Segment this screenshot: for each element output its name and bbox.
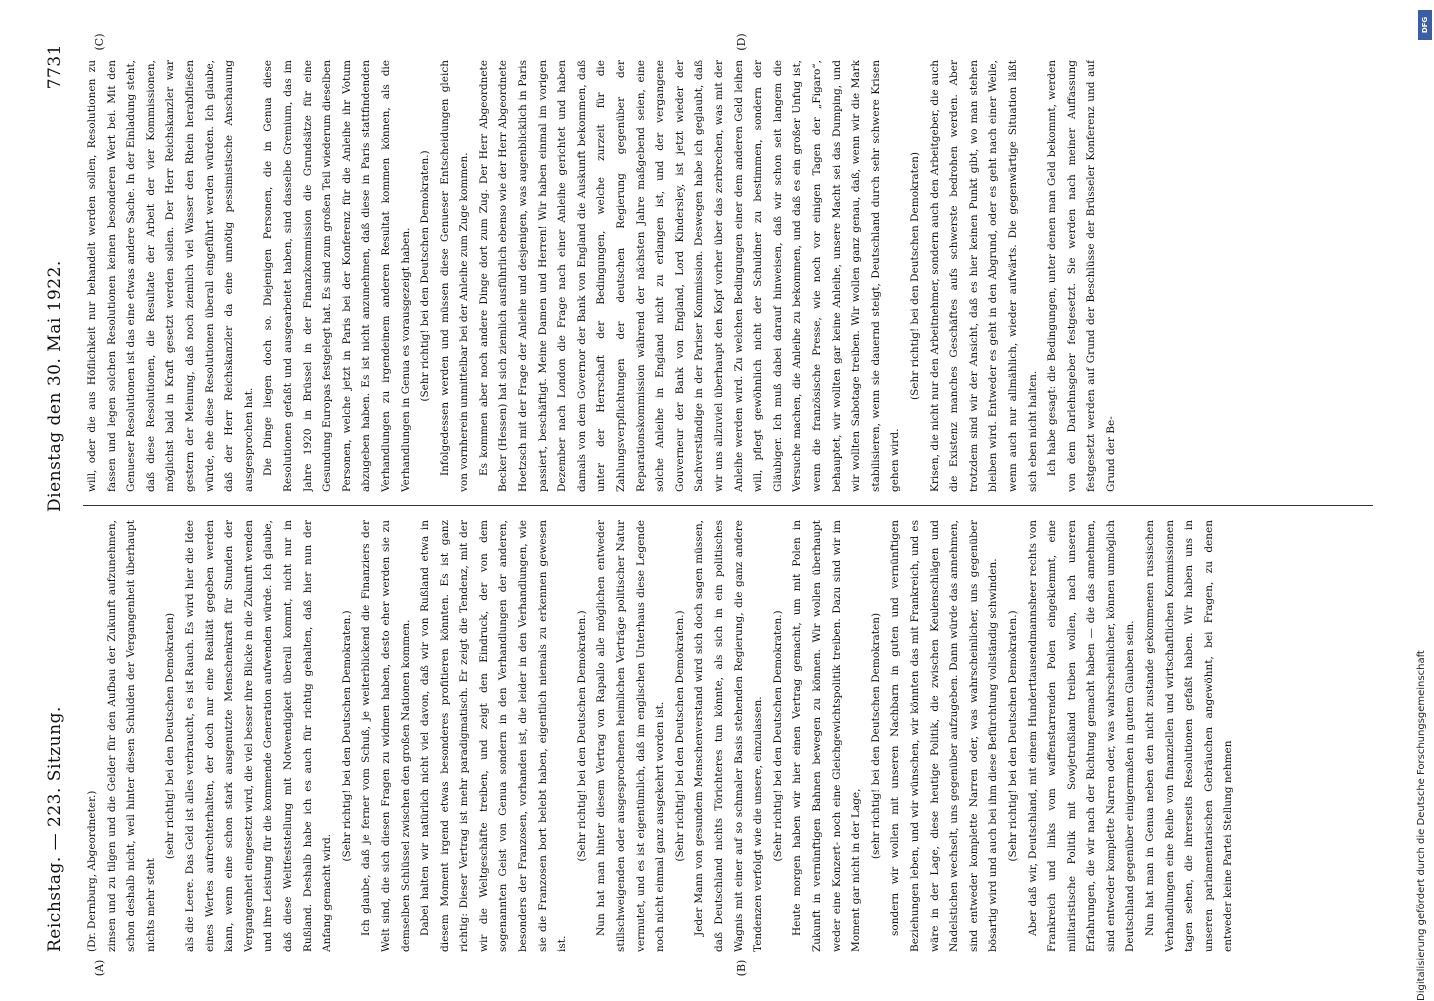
page-header — [35, 22, 73, 982]
paragraph: Es kommen aber noch andere Dinge dort zum Zug. Der Herr Abgeordnete Becker (Hessen) hat sich ziemlich ausführlich ebenso wie der Herr Abgeordnete Hoetzsch mit der Frage der Anleihe und desjenigen, was augenblicklich in Paris passiert, beschäftigt. Meine Damen und Herren! Wir haben einmal im vorigen Dezember nach London die Frage nach einer Anleihe gerichtet und haben damals von dem Governor der Bank von England die Auskunft bekommen, daß unter der Herrschaft der Bedingungen, welche zurzeit für die Zahlungsverpflichtungen der deutschen Regierung gegenüber der Reparationskommission während der nächsten Jahre maßgebend seien, eine solche Anleihe in England nicht zu erlangen ist, und der vergangene Gouverneur der Bank von England, Lord Kindersley, ist jetzt wieder der Sachverständige in der Pariser Kommission. Deswegen habe ich geglaubt, daß wir uns allzuviel überhaupt den Kopf vorher über das zerbrechen, was mit der Anleihe werden wird. Zu welchen Bedingungen einer dem anderen Geld leihen will, pflegt gewöhnlich nicht der Schuldner zu bestimmen, sondern der Gläubiger. Ich muß dabei darauf hinweisen, daß wir schon seit langem die Versuche machen, die Anleihe zu bekommen, und daß es ein großer Unfug ist, wenn die französische Presse, wie noch vor einigen Tagen der „Figaro“, behauptet, wir wollten gar keine Anleihe, unsere Macht sei das Dumping, und wir wollten Sabotage treiben. Wir wollen ganz genau, daß, wenn wir die Mark stabilisieren, wenn sie dauernd steigt, Deutschland durch sehr schwere Krisen gehen wird. — [477, 60, 902, 492]
paragraph: Nun hat man in Genua neben den nicht zustande gekommenen russischen Verhandlungen eine Reihe von finanziellen und wirtschaftlichen Kommissionen tagen sehen, die ihrerseits Resolutionen gefaßt haben. Wir haben uns in unseren parlamentarischen Gebräuchen angewöhnt, bei Fragen, zu denen entweder keine Partei Stellung nehmen — [1144, 520, 1235, 952]
digitization-credit: Digitalisierung gefördert durch die Deutsche Forschungsgemeinschaft — [1416, 650, 1427, 1001]
header-date: Dienstag den 30. Mai 1922. — [45, 260, 65, 512]
paragraph: sondern wir wollen mit unseren Nachbarn in guten und vernünftigen Beziehungen leben, und wir wünschen, wir könnten das mit Frankreich, und es wäre in der Lage, diese heutige Politik, die zwischen Keulenschlägen und Nadelstichen wechselt, uns gegenüber aufzugeben. Dann würde das annehmen, sind entweder komplette Narren oder, was wahrscheinlicher, uns gegenüber bösartig wird und auch bei ihm diese Befürchtung vollständig schwinden. — [889, 520, 1000, 952]
text-column-left — [83, 520, 1383, 952]
paragraph: (sehr richtig! bei den Deutschen Demokraten) — [869, 612, 882, 860]
column-divider — [83, 505, 1373, 506]
paragraph: (sehr richtig! bei den Deutschen Demokraten) — [164, 612, 177, 860]
paragraph: Krisen, die nicht nur den Arbeitnehmer, sondern auch den Arbeitgeber, die auch die Existenz manches Geschäftes aufs schwerste bedrohen werden. Aber trotzdem sind wir der Ansicht, daß es hier keinen Punkt gibt, wo man stehen bleiben wird. Entweder es geht in den Abgrund, oder es geht nach einer Weile, wenn auch nur allmählich, wieder aufwärts. Die gegenwärtige Situation läßt sich eben nicht halten. — [928, 60, 1039, 492]
margin-marker-c: (C) — [93, 33, 106, 51]
paragraph: Ich habe gesagt: die Bedingungen, unter denen man Geld bekommt, werden von dem Darlehnsgeber festgesetzt. Sie werden nach meiner Auffassung festgesetzt werden auf Grund der Beschlüsse der Brüsseler Konferenz und auf Grund der Be- — [1046, 60, 1117, 492]
page-number: 7731 — [45, 44, 65, 90]
margin-marker-b: (B) — [735, 959, 748, 977]
margin-marker-a: (A) — [93, 959, 106, 977]
digitization-sidebar — [1416, 6, 1432, 1001]
dfg-logo: DFG — [1418, 10, 1432, 40]
rotated-document-page — [35, 22, 1395, 982]
margin-marker-d: (D) — [735, 33, 748, 51]
paragraph: (Sehr richtig! bei den Deutschen Demokraten.) — [419, 150, 432, 402]
paragraph: (Sehr richtig! bei den Deutschen Demokraten.) — [1006, 610, 1019, 862]
paragraph: Ich glaube, daß je ferner vom Schuß, je weiterblickend die Finanziers der Welt sind, die sich diesen Fragen zu widmen haben, desto eher werden sie zu demselben Schlüssel zwischen den großen Nationen kommen. — [360, 520, 412, 952]
paragraph: (Sehr richtig! bei den Deutschen Demokraten.) — [340, 610, 353, 862]
paragraph: Die Dinge liegen doch so. Diejenigen Personen, die in Genua diese Resolutionen gefaßt und ausgearbeitet haben, sind dasselbe Gremium, das im Jahre 1920 in Brüssel in der Finanzkommission die Grundsätze für eine Gesundung Europas festgelegt hat. Es sind zum großen Teil wiederum dieselben Personen, welche jetzt in Paris bei der Konferenz für die Anleihe ihr Votum abzugeben haben. Es ist nicht anzunehmen, daß diese in Paris stattfindenden Verhandlungen zu irgendeinem anderen Resultat kommen können, als die Verhandlungen in Genua es vorausgezeigt haben. — [262, 60, 412, 492]
paragraph: (Sehr richtig! bei den Deutschen Demokraten) — [908, 152, 921, 400]
text-column-right — [83, 60, 1383, 492]
paragraph: (Dr. Dernburg, Abgeordneter.) — [86, 790, 98, 952]
paragraph: (Sehr richtig! bei den Deutschen Demokraten.) — [575, 610, 588, 862]
header-session: Reichstag. — 223. Sitzung. — [45, 706, 65, 952]
paragraph: Aber daß wir, Deutschland, mit einem Hunderttausendmannsheer rechts von Frankreich und links vom waffenstarrenden Polen eingeklemmt, eine militaristische Politik mit Sowjetrußland treiben wollen, nach unseren Erfahrungen, die wir nach der Richtung gemacht haben — die das annehmen, sind entweder komplette Narren oder, was wahrscheinlicher, können unmöglich Deutschland gegenüber einigermaßen in gutem Glauben sein. — [1026, 520, 1137, 952]
paragraph: (Sehr richtig! bei den Deutschen Demokraten.) — [673, 610, 686, 862]
paragraph: Dabei halten wir natürlich nicht viel davon, daß wir von Rußland etwa in diesem Moment irgend etwas besonderes profitieren könnten. Es ist ganz richtig: Dieser Vertrag ist mehr paradigmatisch. Er zeigt die Tendenz, mit der wir die Weltgeschäfte treiben, und zeigt den Eindruck, der von dem sogenannten Geist von Genua sondern in den Verhandlungen der anderen, besonders der Franzosen, vorhanden ist, die leider in den Verhandlungen, wie sie die Franzosen bort belebt haben, eigentlich niemals zu erkennen gewesen ist. — [419, 520, 569, 952]
paragraph: Jeder Mann von gesundem Menschenverstand wird sich doch sagen müssen, daß Deutschland nichts Törichteres tun könnte, als sich in ein politisches Wagnis mit einer auf so schmaler Basis stehenden Regierung, die ganz andere Tendenzen verfolgt wie die unsere, einzulassen. — [693, 520, 765, 952]
paragraph: Infolgedessen werden und müssen diese Genueser Entscheidungen gleich von vornherein unmittelbar bei der Anleihe zum Zuge kommen. — [438, 60, 471, 492]
paragraph: Nun hat man hinter diesem Vertrag von Rapallo alle möglichen entweder stillschweigenden oder ausgesprochenen heimlichen Verträge politischer Natur vermutet, und es ist eigentümlich, daß im englischen Unterhaus diese Legende noch nicht einmal ganz ausgekehrt worden ist. — [595, 520, 667, 952]
paragraph: (Sehr richtig! bei den Deutschen Demokraten.) — [771, 610, 784, 862]
paragraph: Heute morgen haben wir hier einen Vertrag gemacht, um mit Polen in Zukunft in vernünftigen Bahnen bewegen zu können. Wir wollen überhaupt weder eine Konzert- noch eine Gleichgewichtspolitik treiben. Dazu sind wir im Moment gar nicht in der Lage, — [791, 520, 863, 952]
paragraph: zinsen und zu tilgen und die Gelder für den Aufbau der Zukunft aufzunehmen, schon deshalb nicht, weil hinter diesen Schulden der Vergangenheit überhaupt nichts mehr steht — [105, 520, 157, 952]
paragraph: als die Leere. Das Geld ist alles verbraucht, es ist Rauch. Es wird hier die Idee eines Wertes aufrechterhalten, der doch nur eine Realität gegeben werden kann, wenn eine schon stark ausgenutzte Menschenkraft für Stunden der Vergangenheit eingesetzt wird, die viel besser ihre Blicke in die Zukunft wenden und ihre Leistung für die kommende Generation aufwenden würde. Ich glaube, daß diese Weltfeststellung mit Notwendigkeit überall kommt, nicht nur in Rußland. Deshalb habe ich es auch für richtig gehalten, daß hier nun der Anfang gemacht wird. — [183, 520, 334, 952]
paragraph: will, oder die aus Höflichkeit nur behandelt werden sollen, Resolutionen zu fassen und legen solchen Resolutionen keinen besonderen Wert bei. Mit den Genueser Resolutionen ist das eine etwas andere Sache. In der Einladung steht, daß diese Resolutionen, die Resultate der Arbeit der vier Kommissionen, möglichst bald in Kraft gesetzt werden sollen. Der Herr Reichskanzler war gestern der Meinung, daß noch ziemlich viel Wasser den Rhein herabfließen würde, ehe diese Resolutionen überall eingeführt werden würden. Ich glaube, daß der Herr Reichskanzler da eine unnötig pessimistische Anschauung ausgesprochen hat. — [86, 60, 255, 492]
